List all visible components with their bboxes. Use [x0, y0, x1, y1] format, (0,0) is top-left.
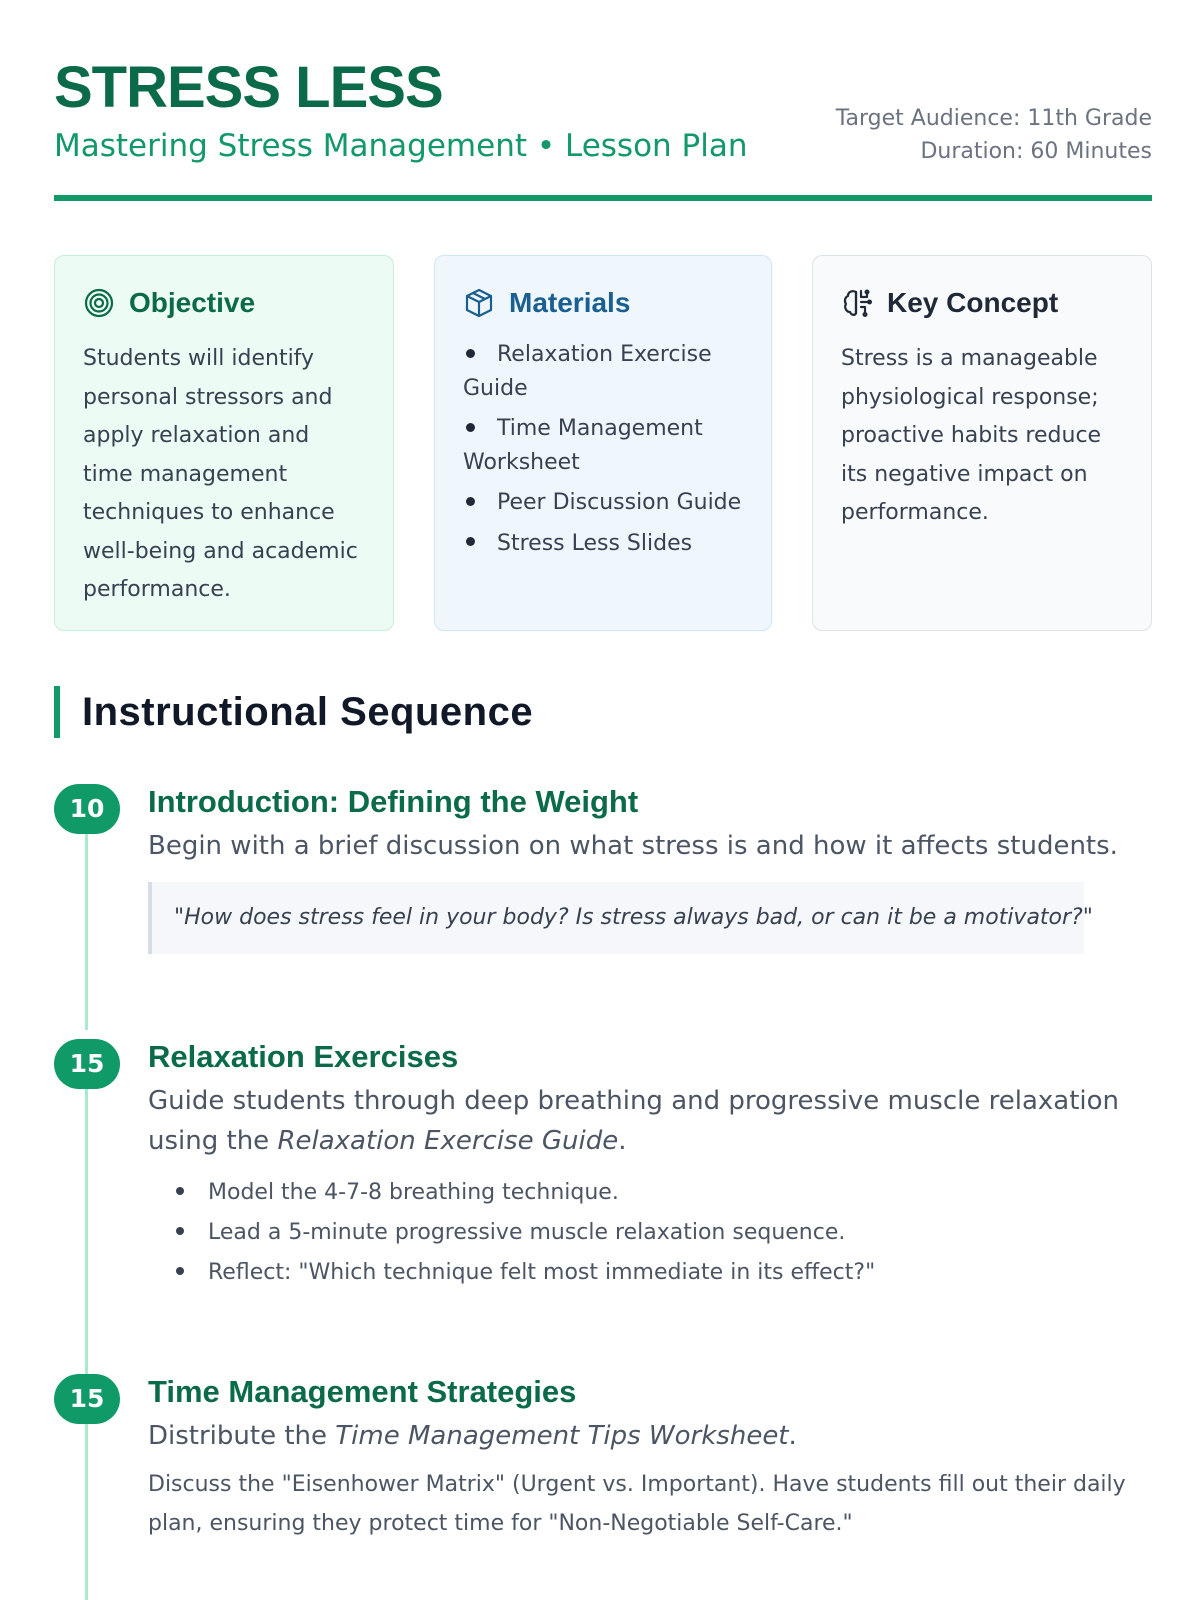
brain-icon: [841, 287, 873, 319]
bullet-dot: [466, 423, 475, 432]
objective-card-header: [83, 286, 365, 320]
bullet-dot: [466, 349, 475, 358]
step-content: [148, 1374, 1152, 1543]
materials-item: Peer Discussion Guide: [463, 486, 743, 520]
key-concept-card: [812, 255, 1152, 631]
step-minutes-badge: 15: [54, 1374, 120, 1424]
step-title: Time Management Strategies: [148, 1374, 577, 1409]
box-icon: [463, 287, 495, 319]
materials-list: [463, 338, 743, 560]
key-concept-title: Key Concept: [887, 287, 1059, 318]
bullet-dot: [176, 1187, 184, 1195]
materials-item: Stress Less Slides: [463, 527, 743, 561]
section-title: Instructional Sequence: [82, 690, 534, 734]
bullet-dot: [176, 1227, 184, 1235]
header-divider: [54, 195, 1152, 201]
lesson-meta: [836, 102, 1152, 168]
step-content: [148, 1039, 1152, 1293]
materials-card: [434, 255, 772, 631]
discussion-quote: "How does stress feel in your body? Is stress always bad, or can it be a motivator?": [148, 882, 1084, 954]
step-minutes-badge: 15: [54, 1039, 120, 1089]
timeline-connector: [85, 1420, 88, 1600]
step-title: Relaxation Exercises: [148, 1039, 459, 1074]
step-minutes-badge: 10: [54, 784, 120, 834]
bullet-dot: [176, 1267, 184, 1275]
materials-title: Materials: [509, 287, 631, 318]
target-icon: [83, 287, 115, 319]
step-description: Guide students through deep breathing and progressive muscle relaxation using the Relaxation Exercise Guide.: [148, 1086, 1120, 1156]
key-concept-text: Stress is a manageable physiological response; proactive habits reduce its negative impact on performance.: [841, 346, 1102, 525]
list-item: Lead a 5-minute progressive muscle relaxation sequence.: [148, 1213, 1152, 1253]
list-item: Reflect: "Which technique felt most immediate in its effect?": [148, 1253, 1152, 1293]
target-audience: Target Audience: 11th Grade: [835, 106, 1152, 131]
section-accent-bar: [54, 686, 60, 738]
step-paragraph: Discuss the "Eisenhower Matrix" (Urgent vs. Important). Have students fill out their daily plan, ensuring they protect time for "Non-Negotiable Self-Care.": [148, 1472, 1126, 1536]
step-content: [148, 784, 1152, 954]
key-concept-card-header: [841, 286, 1123, 320]
header: [54, 55, 1152, 200]
bullet-dot: [466, 537, 475, 546]
page-subtitle: Mastering Stress Management • Lesson Plan: [54, 128, 748, 164]
step-bullet-list: [148, 1173, 1152, 1293]
step-description: Distribute the Time Management Tips Worksheet.: [148, 1421, 797, 1451]
objective-title: Objective: [129, 287, 256, 318]
list-item: Model the 4-7-8 breathing technique.: [148, 1173, 1152, 1213]
step-description: Begin with a brief discussion on what stress is and how it affects students.: [148, 831, 1118, 861]
materials-item: Time Management Worksheet: [463, 416, 703, 475]
objective-text: Students will identify personal stressors and apply relaxation and time management techniques to enhance well-being and academic performance.: [83, 346, 358, 602]
page-title: STRESS LESS: [54, 55, 443, 120]
step-title: Introduction: Defining the Weight: [148, 784, 639, 819]
materials-card-header: [463, 286, 743, 320]
bullet-dot: [466, 497, 475, 506]
material-reference: Relaxation Exercise Guide: [277, 1126, 619, 1156]
timeline-connector: [85, 1085, 88, 1375]
objective-card: [54, 255, 394, 631]
lesson-plan-page: [54, 0, 1152, 1600]
materials-item: Relaxation Exercise Guide: [463, 342, 712, 401]
timeline-connector: [85, 830, 88, 1030]
duration: Duration: 60 Minutes: [920, 139, 1152, 164]
material-reference: Time Management Tips Worksheet: [335, 1421, 789, 1451]
